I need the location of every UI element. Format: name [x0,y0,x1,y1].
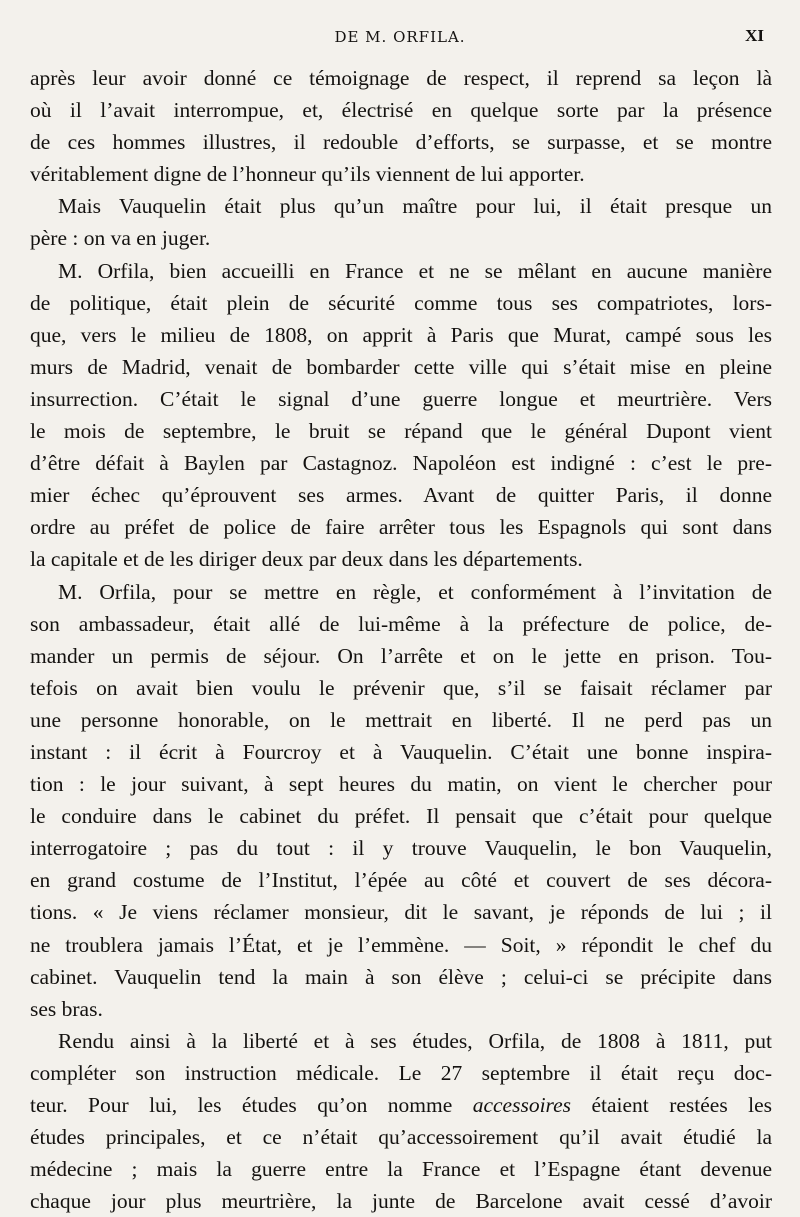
text-line: ordre au préfet de police de faire arrêter tous les Espagnols qui sont dans [30,515,772,540]
text-line: de politique, était plein de sécurité comme tous ses compatriotes, lors- [30,290,772,315]
running-title: DE M. ORFILA. [334,28,466,46]
text-line: son ambassadeur, était allé de lui-même à la préfecture de police, de- [30,611,772,636]
text-line: chaque jour plus meurtrière, la junte de Barcelone avait cessé d’avoir [30,1189,772,1214]
running-head [0,24,800,54]
text-line: M. Orfila, bien accueilli en France et ne se mêlant en aucune manière [58,258,772,283]
text-line: de ces hommes illustres, il redouble d’efforts, se surpasse, et se montre [30,130,772,155]
text-line: Mais Vauquelin était plus qu’un maître pour lui, il était presque un [58,194,772,219]
text-line: cabinet. Vauquelin tend la main à son élève ; celui-ci se précipite dans [30,964,772,989]
text-line: d’être défait à Baylen par Castagnoz. Napoléon est indigné : c’est le pre- [30,451,772,476]
text-line: le conduire dans le cabinet du préfet. Il pensait que c’était pour quelque [30,804,772,829]
text-line: mander un permis de séjour. On l’arrête et on le jette en prison. Tou- [30,643,772,668]
text-line: M. Orfila, pour se mettre en règle, et conformément à l’invitation de [58,579,772,604]
page-number: XI [745,26,764,45]
text-line: interrogatoire ; pas du tout : il y trouve Vauquelin, le bon Vauquelin, [30,836,772,861]
text-line: père : on va en juger. [30,226,211,251]
text-line: ne troublera jamais l’État, et je l’emmène. — Soit, » répondit le chef du [30,932,772,957]
text-line: murs de Madrid, venait de bombarder cette ville qui s’était mise en pleine [30,354,772,379]
text-line: après leur avoir donné ce témoignage de respect, il reprend sa leçon là [30,66,772,90]
text-line: instant : il écrit à Fourcroy et à Vauquelin. C’était une bonne inspira- [30,739,772,764]
text-line: insurrection. C’était le signal d’une guerre longue et meurtrière. Vers [30,386,772,411]
text-line: véritablement digne de l’honneur qu’ils viennent de lui apporter. [30,162,585,187]
body-text [30,62,772,1217]
text-line: où il l’avait interrompue, et, électrisé en quelque sorte par la présence [30,98,772,123]
text-line: le mois de septembre, le bruit se répand que le général Dupont vient [30,419,772,444]
italic-word: accessoires [472,1093,572,1117]
text-line: tion : le jour suivant, à sept heures du matin, on vient le chercher pour [30,772,772,797]
text-line: la capitale et de les diriger deux par deux dans les départements. [30,547,583,572]
text-line: compléter son instruction médicale. Le 27 septembre il était reçu doc- [30,1060,772,1085]
text-line: en grand costume de l’Institut, l’épée au côté et couvert de ses décora- [30,868,772,893]
text-line: une personne honorable, on le mettrait en liberté. Il ne perd pas un [30,707,772,732]
text-line: ses bras. [30,996,103,1021]
text-line: Rendu ainsi à la liberté et à ses études, Orfila, de 1808 à 1811, put [58,1028,772,1053]
text-line: tions. « Je viens réclamer monsieur, dit le savant, je réponds de lui ; il [30,900,772,925]
text-line: que, vers le milieu de 1808, on apprit à Paris que Murat, campé sous les [30,322,772,347]
text-line: teur. Pour lui, les études qu’on nomme accessoires étaient restées les [30,1093,772,1117]
text-line: médecine ; mais la guerre entre la France et l’Espagne étant devenue [30,1157,772,1182]
text-line: études principales, et ce n’était qu’accessoirement qu’il avait étudié la [30,1125,772,1150]
text-line: mier échec qu’éprouvent ses armes. Avant de quitter Paris, il donne [30,483,772,508]
text-line: tefois on avait bien voulu le prévenir que, s’il se faisait réclamer par [30,675,772,700]
